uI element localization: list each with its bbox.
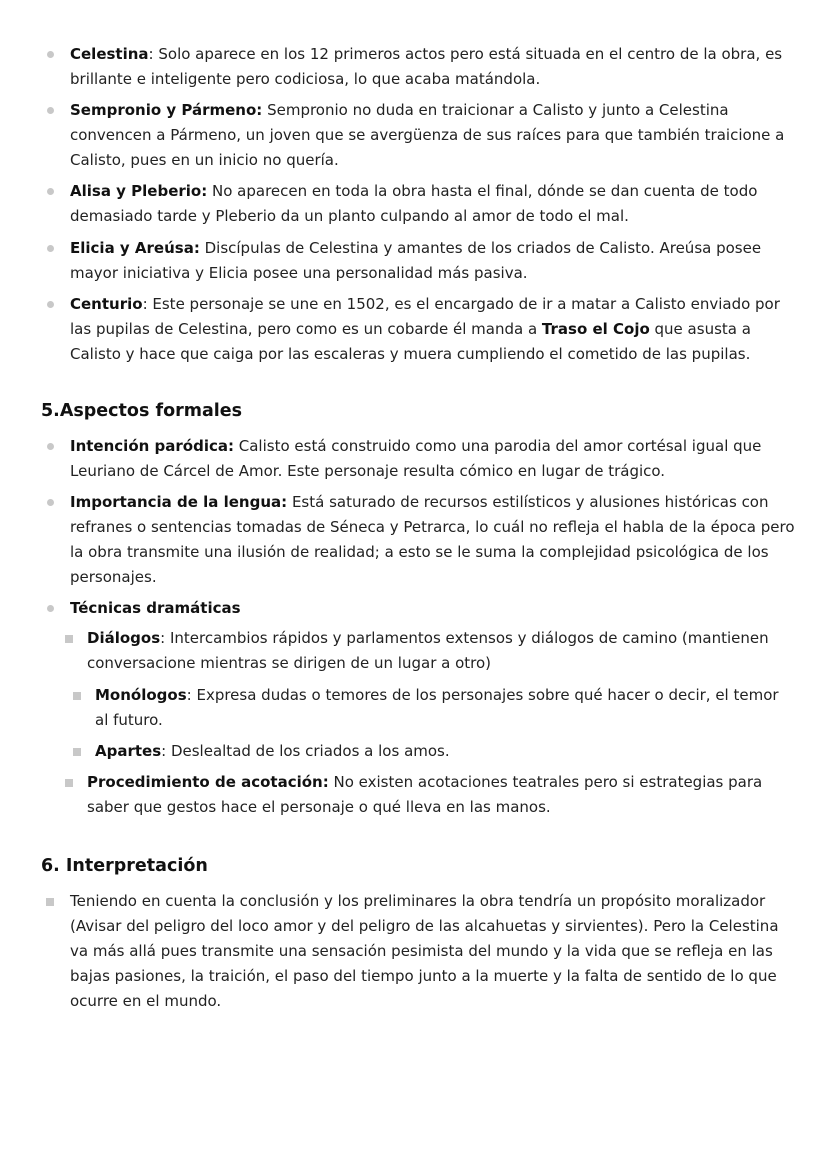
square-bullet-icon (46, 898, 54, 906)
square-bullet-icon (73, 748, 81, 756)
list-item-text: Elicia y Areúsa: Discípulas de Celestina y amantes de los criados de Calisto. Areúsa posee mayor iniciativa y Elicia posee una personalidad más pasiva. (70, 239, 762, 282)
square-bullet-icon (65, 635, 73, 643)
sublist-item-text: Monólogos: Expresa dudas o temores de los personajes sobre qué hacer o decir, el temor al futuro. (95, 686, 779, 729)
square-bullet-icon (73, 692, 81, 700)
list-item-text: Celestina: Solo aparece en los 12 primeros actos pero está situada en el centro de la obra, es brillante e inteligente pero codiciosa, lo que acaba matándola. (70, 45, 783, 88)
list-item-text: Alisa y Pleberio: No aparecen en toda la obra hasta el final, dónde se dan cuenta de todo demasiado tarde y Pleberio da un planto culpando al amor de todo el mal. (70, 182, 758, 225)
list-item-text: Sempronio y Pármeno: Sempronio no duda en traicionar a Calisto y junto a Celestina convencen a Pármeno, un joven que se avergüenza de sus raíces para que también traicione a Calisto, pues en un inicio no quería. (70, 101, 785, 169)
bullet-icon (47, 605, 54, 612)
list-item-text: Teniendo en cuenta la conclusión y los preliminares la obra tendría un propósito moralizador (Avisar del peligro del loco amor y del peligro de las alcahuetas y sirvientes). Pero la Celestina va más allá pues transmite una sensación pesimista del mundo y la vida que se refleja en las bajas pasiones, la traición, el paso del tiempo junto a la muerte y la falta de sentido de lo que ocurre en el mundo. (70, 892, 779, 1010)
square-bullet-icon (65, 779, 73, 787)
bullet-icon (47, 443, 54, 450)
bullet-icon (47, 51, 54, 58)
sublist-item-text: Procedimiento de acotación: No existen acotaciones teatrales pero si estrategias para saber que gestos hace el personaje o qué lleva en las manos. (87, 773, 763, 816)
list-item-text: Importancia de la lengua: Está saturado de recursos estilísticos y alusiones históricas con refranes o sentencias tomadas de Séneca y Petrarca, lo cuál no refleja el habla de la época pero la obra transmite una ilusión de realidad; a esto se le suma la complejidad psicológica de los personajes. (70, 493, 795, 586)
list-item-text: Centurio: Este personaje se une en 1502, es el encargado de ir a matar a Calisto enviado por las pupilas de Celestina, pero como es un cobarde él manda a Traso el Cojo que asusta a Calisto y hace que caiga por las escaleras y muera cumpliendo el cometido de las pupilas. (70, 295, 780, 363)
bullet-icon (47, 107, 54, 114)
character-name: Celestina (70, 45, 149, 63)
character-name: Alisa y Pleberio: (70, 182, 208, 200)
sublist-item-text: Diálogos: Intercambios rápidos y parlamentos extensos y diálogos de camino (mantienen conversacione mientras se dirigen de un lugar a otro) (87, 629, 769, 672)
list-item-text: Intención paródica: Calisto está construido como una parodia del amor cortésal igual que Leuriano de Cárcel de Amor. Este personaje resulta cómico en lugar de trágico. (70, 437, 762, 480)
character-name-inline: Traso el Cojo (541, 320, 650, 338)
character-name: Sempronio y Pármeno: (70, 101, 263, 119)
character-name: Centurio (70, 295, 143, 313)
section-heading-aspectos-formales: 5.Aspectos formales (41, 401, 243, 421)
bullet-icon (47, 301, 54, 308)
bullet-icon (47, 499, 54, 506)
sublist-item-text: Apartes: Deslealtad de los criados a los amos. (95, 742, 450, 760)
character-name: Elicia y Areúsa: (70, 239, 200, 257)
list-item-text: Técnicas dramáticas (70, 599, 241, 617)
bullet-icon (47, 245, 54, 252)
bullet-icon (47, 188, 54, 195)
section-heading-interpretacion: 6. Interpretación (41, 856, 208, 876)
